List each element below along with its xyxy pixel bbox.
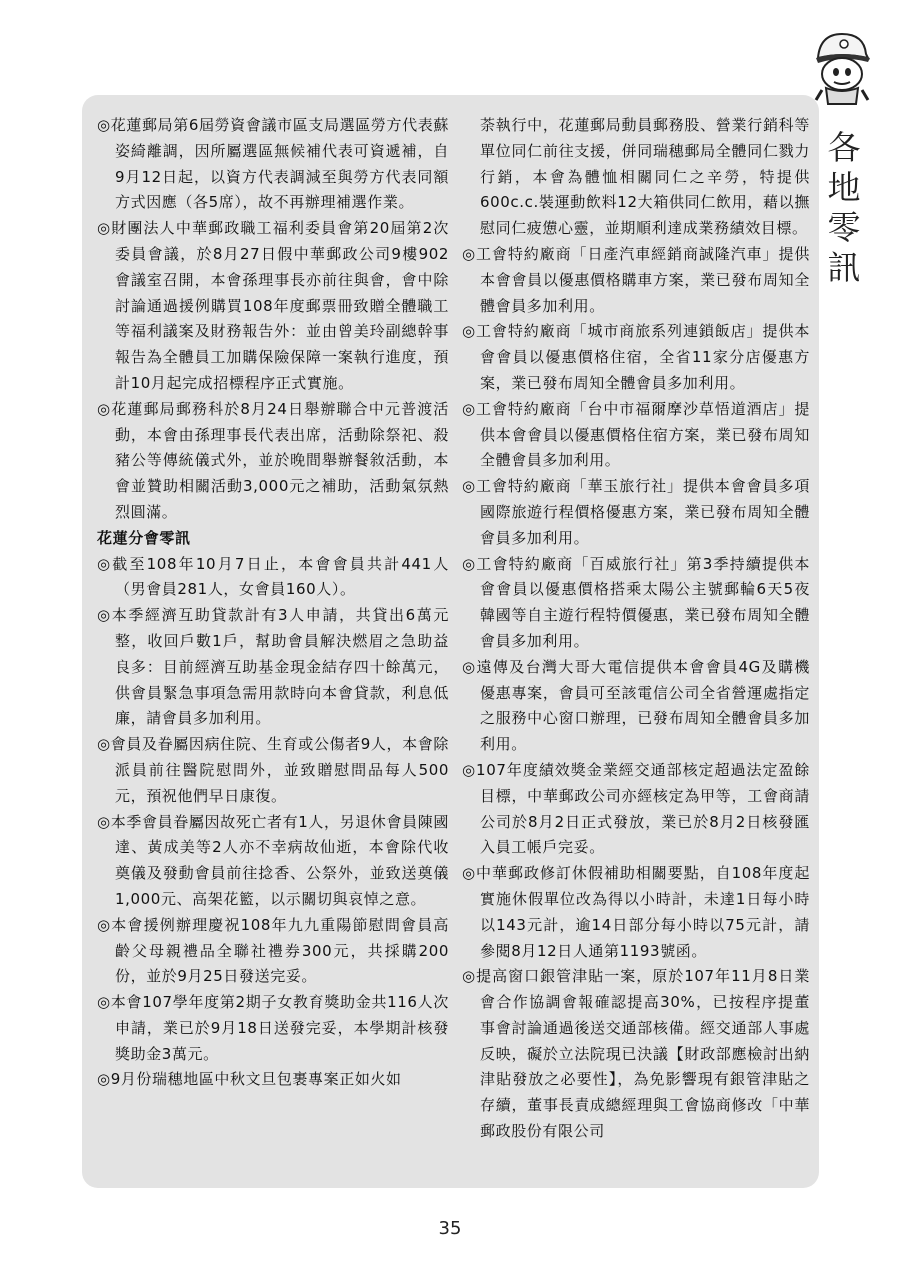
news-item: ◎本季經濟互助貸款計有3人申請，共貸出6萬元整，收回戶數1戶，幫助會員解決燃眉之急助益良多：目前經濟互助基金現金結存四十餘萬元，供會員緊急事項急需用款時向本會貸款，利息低廉，請會員多加利用。 (97, 606, 449, 728)
news-item: ◎工會特約廠商「城市商旅系列連鎖飯店」提供本會會員以優惠價格住宿，全省11家分店優惠方案，業已發布周知全體會員多加利用。 (462, 322, 810, 392)
news-item: ◎本季會員眷屬因故死亡者有1人，另退休會員陳國達、黃成美等2人亦不幸病故仙逝，本會除代收奠儀及發動會員前往捻香、公祭外，並致送奠儀1,000元、高架花籃，以示關切與哀悼之意。 (97, 812, 449, 908)
news-item: ◎提高窗口銀管津貼一案，原於107年11月8日業會合作協調會報確認提高30%，已按程序提董事會討論通過後送交通部核備。經交通部人事處反映，礙於立法院現已決議【財政部應檢討出納津貼發放之必要性】，為免影響現有銀管津貼之存續，董事長責成總經理與工會協商修改「中華郵政股份有限公司 (462, 967, 810, 1141)
postman-mascot-icon (808, 28, 872, 108)
news-item: ◎工會特約廠商「百威旅行社」第3季持續提供本會會員以優惠價格搭乘太陽公主號郵輪6天5夜韓國等自主遊行程特價優惠，業已發布周知全體會員多加利用。 (462, 554, 810, 650)
section-title-char: 訊 (827, 248, 861, 287)
news-item: ◎遠傳及台灣大哥大電信提供本會會員4G及購機優惠專案，會員可至該電信公司全省營運處指定之服務中心窗口辦理，已發布周知全體會員多加利用。 (462, 657, 810, 754)
news-item: ◎花蓮郵局第6屆勞資會議市區支局選區勞方代表蘇姿綺離調，因所屬選區無候補代表可資遞補，自9月12日起，以資方代表調減至與勞方代表同額方式因應（各5席），故不再辦理補選作業。 (97, 116, 449, 212)
news-item: ◎財團法人中華郵政職工福利委員會第20屆第2次委員會議，於8月27日假中華郵政公司9樓902會議室召開，本會孫理事長亦前往與會，會中除討論通過援例購買108年度郵票冊致贈全體職工等福利議案及財務報告外：並由曾美玲副總幹事報告為全體員工加購保險保障一案執行進度，預計10月起完成招標程序正式實施。 (97, 219, 449, 392)
news-item: ◎本會援例辦理慶祝108年九九重陽節慰問會員高齡父母親禮品全聯社禮券300元，共採購200份，並於9月25日發送完妥。 (97, 915, 449, 986)
section-title (822, 128, 866, 288)
news-item: ◎107年度績效獎金業經交通部核定超過法定盈餘目標，中華郵政公司亦經核定為甲等，工會商請公司於8月2日正式發放，業已於8月2日核發匯入員工帳戶完妥。 (462, 760, 810, 857)
news-item: ◎工會特約廠商「日產汽車經銷商誠隆汽車」提供本會會員以優惠價格購車方案，業已發布周知全體會員多加利用。 (462, 244, 810, 315)
news-item: ◎9月份瑞穗地區中秋文旦包裹專案正如火如 (97, 1070, 402, 1089)
section-title-char: 地 (827, 168, 861, 207)
news-item: ◎截至108年10月7日止，本會會員共計441人（男會員281人，女會員160人）。 (97, 554, 449, 599)
page-number: 35 (438, 1218, 462, 1239)
news-item-continued: 荼執行中，花蓮郵局動員郵務股、營業行銷科等單位同仁前往支援，併同瑞穗郵局全體同仁戮力行銷，本會為體恤相關同仁之辛勞，特提供600c.c.裝運動飲料12大箱供同仁飲用，藉以撫慰同仁疲憊心靈，並期順利達成業務績效目標。 (480, 116, 810, 238)
news-item: ◎工會特約廠商「台中市福爾摩沙草悟道酒店」提供本會會員以優惠價格住宿方案，業已發布周知全體會員多加利用。 (462, 399, 810, 470)
news-item: ◎中華郵政修訂休假補助相關要點，自108年度起實施休假單位改為得以小時計，未達1日每小時以143元計，逾14日部分每小時以75元計，請參閱8月12日人通第1193號函。 (462, 864, 810, 960)
news-item: ◎本會107學年度第2期子女教育獎助金共116人次申請，業已於9月18日送發完妥，本學期計核發獎助金3萬元。 (97, 993, 449, 1063)
section-title-char: 零 (827, 208, 861, 247)
news-item: ◎花蓮郵局郵務科於8月24日舉辦聯合中元普渡活動，本會由孫理事長代表出席，活動除祭祀、殺豬公等傳統儀式外，並於晚間舉辦餐敘活動，本會並贊助相關活動3,000元之補助，活動氣氛熱烈圓滿。 (97, 399, 449, 521)
left-column (97, 113, 449, 1093)
section-title-char: 各 (827, 128, 861, 167)
right-column (462, 113, 810, 1145)
news-item: ◎工會特約廠商「華玉旅行社」提供本會會員多項國際旅遊行程價格優惠方案，業已發布周知全體會員多加利用。 (462, 477, 810, 547)
subsection-heading: 花蓮分會零訊 (97, 528, 191, 547)
news-item: ◎會員及眷屬因病住院、生育或公傷者9人，本會除派員前往醫院慰問外，並致贈慰問品每人500元，預祝他們早日康復。 (97, 735, 449, 805)
